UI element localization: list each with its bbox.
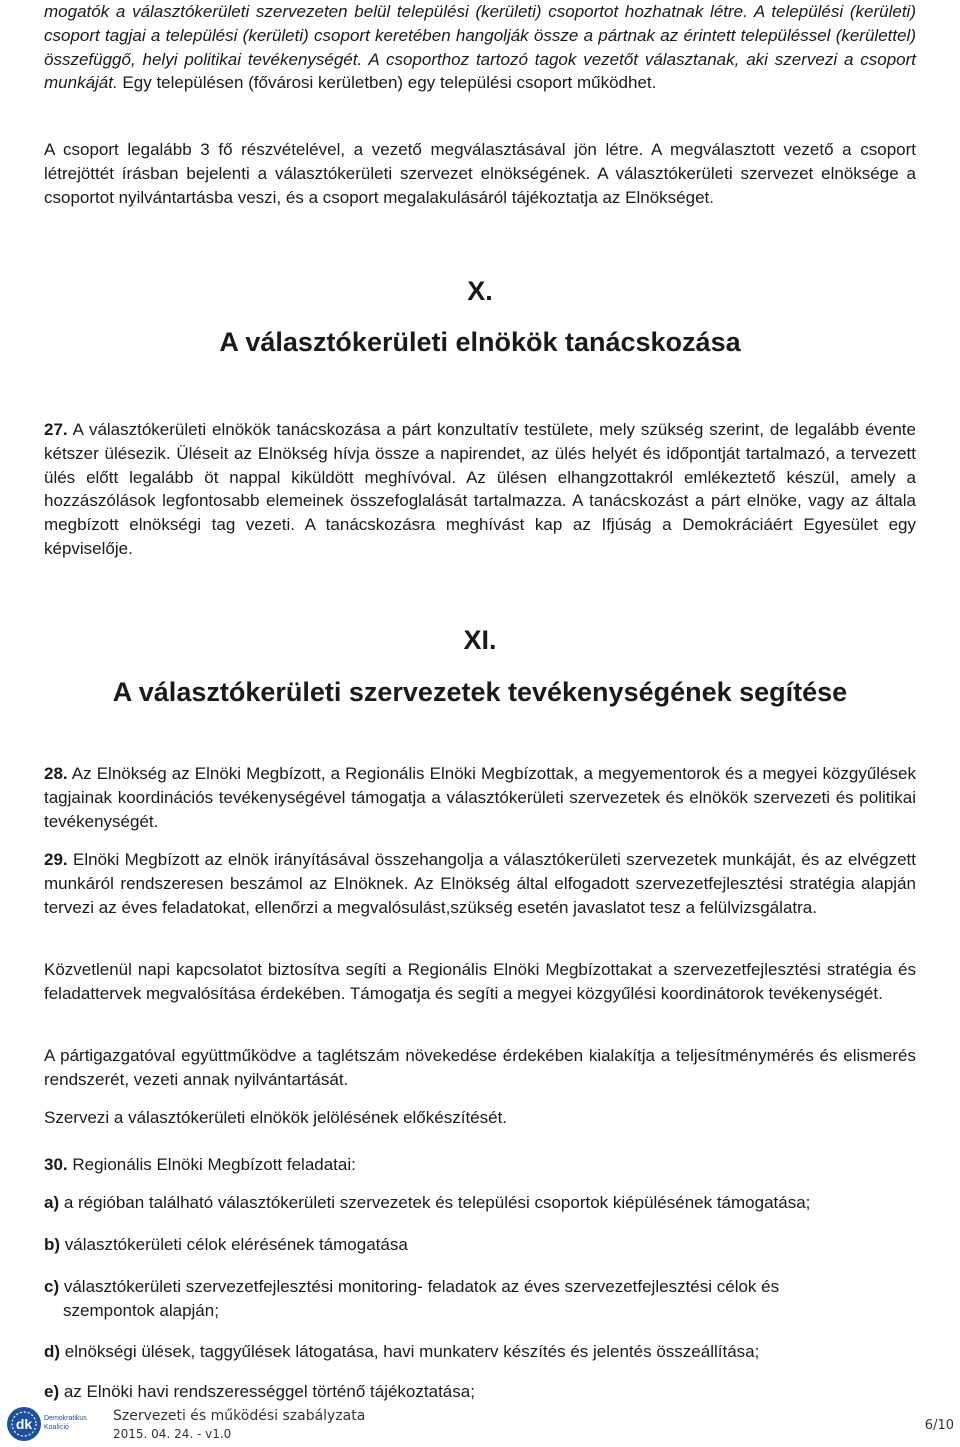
paragraph-29-recognition: A pártigazgatóval együttműködve a taglétszám növekedése érdekében kialakítja a teljesítménymérés és elismerés rendszerét, vezeti annak nyilvántartását. (44, 1046, 916, 1089)
intro-italic-text: mogatók a választókerületi szervezeten belül települési (kerületi) csoportot hozhatnak létre. A települési (kerületi) csoport tagjai a települési (kerületi) csoport keretében hangolják össze a pártnak az érintett településsel (kerülettel) összefüggő, helyi politikai tevékenységét. A csoporthoz tartozó tagok vezetőt választanak, aki szervezi a csoport munkáját. (44, 2, 916, 93)
intro-normal-text: Egy településen (fővárosi kerületben) egy települési csoport működhet. (117, 73, 657, 93)
logo-text (44, 1414, 87, 1432)
section-x-number: X. (467, 276, 493, 306)
section-xi-title: A választókerületi szervezetek tevékenységének segítése (112, 677, 848, 707)
paragraph-28 (44, 762, 916, 833)
paragraph-30-number: 30. (44, 1155, 68, 1174)
paragraph-27 (44, 418, 916, 561)
paragraph-28-text: Az Elnökség az Elnöki Megbízott, a Regionális Elnöki Megbízottak, a megyementorok és a megyei közgyűlések tagjainak koordinációs tevékenységével támogatja a választókerületi szervezetek és elnökök szervezeti és politikai tevékenységét. (44, 764, 916, 831)
list-item (44, 1233, 916, 1257)
paragraph-27-text: A választókerületi elnökök tanácskozása a párt konzultatív testülete, mely szükség szerint, de legalább évente kétszer ülésezik. Üléseit az Elnökség hívja össze a napirendet, az ülés helyét és időpontját tartalmazó, a tervezett ülés előtt legalább öt nappal kiküldött meghívóval. Az ülésen elhangzottakról emlékeztető készül, amely a hozzászólások legfontosabb elemeinek összefoglalását tartalmazza. A tanácskozást a párt elnöke, vagy az általa megbízott elnökségi tag vezeti. A tanácskozásra meghívást kap az Ifjúság a Demokráciáért Egyesület egy képviselője. (44, 420, 916, 558)
list-item-text: elnökségi ülések, taggyűlések látogatása, havi munkaterv készítés és jelentés összeállítása; (60, 1342, 760, 1361)
list-item (44, 1191, 916, 1215)
list-item-label: b) (44, 1235, 61, 1254)
list-item (3, 1275, 875, 1323)
logo-line-2: Koalíció (44, 1424, 69, 1431)
page-number: 6/10 (924, 1418, 954, 1433)
list-item-label: c) (44, 1277, 60, 1296)
list-item-text: választókerületi célok elérésének támogatása (60, 1235, 408, 1254)
list-item-text: az Elnöki havi rendszerességgel történő tájékoztatása; (59, 1382, 475, 1401)
page-footer (0, 1400, 960, 1447)
logo-line-1: Demokratikus (44, 1415, 87, 1422)
paragraph-30-text: Regionális Elnöki Megbízott feladatai: (67, 1155, 356, 1174)
list-item-text: a régióban található választókerületi szervezetek és települési csoportok kiépülésének támogatása; (59, 1193, 811, 1212)
list-item (44, 1340, 916, 1364)
section-x-title: A választókerületi elnökök tanácskozása (219, 327, 741, 357)
dk-logo-icon (6, 1406, 42, 1442)
paragraph-29-number: 29. (44, 850, 68, 869)
intro-paragraph (44, 0, 916, 95)
logo-abbr: dk (15, 1416, 33, 1432)
paragraph-29-support: Közvetlenül napi kapcsolatot biztosítva segíti a Regionális Elnöki Megbízottakat a szervezetfejlesztési stratégia és feladattervek megvalósítása érdekében. Támogatja és segíti a megyei közgyűlési koordinátorok tevékenységét. (44, 960, 916, 1003)
paragraph-29 (44, 848, 916, 919)
paragraph-27-number: 27. (44, 420, 68, 439)
group-formation-paragraph: A csoport legalább 3 fő részvételével, a vezető megválasztásával jön létre. A megválasztott vezető a csoport létrejöttét írásban bejelenti a választókerületi szervezet elnökségének. A választókerületi szervezet elnöksége a csoportot nyilvántartásba veszi, és a csoport megalakulásáról tájékoztatja az Elnökséget. (44, 140, 916, 207)
paragraph-29-nominations: Szervezi a választókerületi elnökök jelölésének előkészítését. (44, 1108, 508, 1127)
list-item-label: e) (44, 1382, 60, 1401)
section-xi-number: XI. (463, 625, 497, 655)
paragraph-30 (44, 1153, 916, 1177)
paragraph-29-text: Elnöki Megbízott az elnök irányításával összehangolja a választókerületi szervezetek munkáját, és az elvégzett munkáról rendszeresen beszámol az Elnöknek. Az Elnökség által elfogadott szervezetfejlesztési stratégia alapján tervezi az éves feladatokat, ellenőrzi a megvalósulást,szükség esetén javaslatot tesz a felülvizsgálatra. (44, 850, 916, 917)
footer-document-version: 2015. 04. 24. - v1.0 (113, 1427, 232, 1441)
list-item-label: a) (44, 1193, 60, 1212)
list-item-label: d) (44, 1342, 61, 1361)
footer-document-title: Szervezeti és működési szabályzata (113, 1408, 366, 1424)
list-item-text: választókerületi szervezetfejlesztési monitoring- feladatok az éves szervezetfejlesztési célok és szempontok alapján; (59, 1277, 780, 1320)
paragraph-28-number: 28. (44, 764, 68, 783)
